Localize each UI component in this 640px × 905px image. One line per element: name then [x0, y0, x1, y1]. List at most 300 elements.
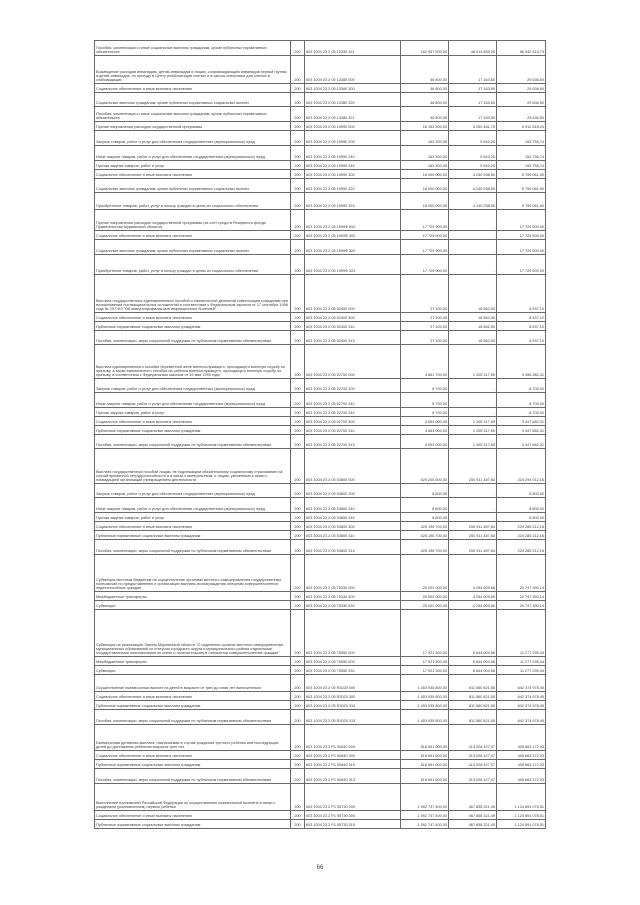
- row-name-cell: Социальное обеспечение и иные выплаты населению: [95, 313, 291, 322]
- row-planned-amount-cell: 25 002 000,00: [401, 601, 449, 610]
- row-name-cell: Выплата государственных единовременных пособий и ежемесячной денежной компенсации гражданам при возникновении поствакцинальных осложнений в соответствии с Федеральным законом от 17 сентября 1998 года № 157-ФЗ "Об иммунопрофилактике инфекционных болезней": [95, 275, 291, 313]
- row-name-cell: Закупка товаров, работ и услуг для обеспечения государственных (муниципальных) нужд: [95, 484, 291, 498]
- table-row: [95, 513, 546, 522]
- row-classification-code-cell: 603 1004 23 2 05 13330 321: [305, 41, 401, 56]
- row-planned-amount-cell: 17 729 900,00: [401, 240, 449, 255]
- row-classification-code-cell: 603 1004 23 2 05 52700 240: [305, 393, 401, 408]
- row-name-cell: Публичные нормативные социальные выплаты гражданам: [95, 701, 291, 710]
- row-classification-code-cell: 603 1004 23 2 05 19990 200: [305, 131, 401, 146]
- table-row: [95, 417, 546, 426]
- table-row: [95, 161, 546, 170]
- row-executed-amount-cell: -: [449, 231, 497, 240]
- row-executed-amount-cell: -: [449, 408, 497, 417]
- row-classification-code-cell: 603 1004 23 2 05 1999Ф 320: [305, 240, 401, 255]
- row-name-cell: Социальное обеспечение и иные выплаты населению: [95, 417, 291, 426]
- row-remaining-amount-cell: 29 636,50: [497, 56, 546, 84]
- row-remaining-amount-cell: 8 700,00: [497, 379, 546, 393]
- row-name-cell: Пособия, компенсации, меры социальной поддержки по публичным нормативным обязательствам: [95, 331, 291, 345]
- row-code-cell: 200: [291, 331, 305, 345]
- table-row: [95, 93, 546, 107]
- row-classification-code-cell: 603 1004 23 2 05 75550 000: [305, 610, 401, 657]
- row-code-cell: 200: [291, 540, 305, 555]
- row-classification-code-cell: 603 1004 23 2 05 19990 323: [305, 193, 401, 210]
- row-executed-amount-cell: 811 560 821,55: [449, 701, 497, 710]
- table-body: [95, 41, 546, 829]
- row-remaining-amount-cell: 224 294 012,16: [497, 449, 546, 484]
- row-name-cell: Возмещение расходов инвалидам, детям-инвалидам и лицам, сопровождающим инвалидов первой группы и детей-инвалидов, по проезду в Центр реабилитации слепых и в школы-интернаты для слепых и слабовидящих: [95, 56, 291, 84]
- row-name-cell: Иные закупки товаров, работ и услуг для обеспечения государственных (муниципальных) нужд: [95, 498, 291, 513]
- row-executed-amount-cell: 17 163,50: [449, 84, 497, 93]
- row-remaining-amount-cell: 642 374 978,45: [497, 675, 546, 692]
- row-classification-code-cell: 603 1004 23 2 05 19990 300: [305, 170, 401, 179]
- row-classification-code-cell: 603 1004 23 2 P1 50840 000: [305, 725, 401, 751]
- row-name-cell: Социальные выплаты гражданам, кроме публичных нормативных социальных выплат: [95, 93, 291, 107]
- row-code-cell: 200: [291, 122, 305, 131]
- row-code-cell: 200: [291, 426, 305, 435]
- row-planned-amount-cell: 425 196 700,00: [401, 531, 449, 540]
- row-planned-amount-cell: 17 729 900,00: [401, 255, 449, 275]
- row-name-cell: Пособия, компенсации, меры социальной поддержки по публичным нормативным обязательствам: [95, 435, 291, 449]
- row-planned-amount-cell: 162 957 500,00: [401, 41, 449, 56]
- row-planned-amount-cell: 425 196 700,00: [401, 522, 449, 531]
- table-row: [95, 449, 546, 484]
- row-classification-code-cell: 603 1004 23 2 05 52700 000: [305, 345, 401, 379]
- row-classification-code-cell: 603 1004 23 2 05 19990 000: [305, 122, 401, 131]
- row-classification-code-cell: 603 1004 23 2 05 53800 300: [305, 522, 401, 531]
- row-code-cell: 200: [291, 725, 305, 751]
- row-code-cell: 200: [291, 513, 305, 522]
- row-name-cell: Приобретение товаров, работ, услуг в пользу граждан в целях их социального обеспечения: [95, 255, 291, 275]
- row-planned-amount-cell: 18 163 300,00: [401, 122, 449, 131]
- row-name-cell: Социальное обеспечение и иные выплаты населению: [95, 231, 291, 240]
- row-executed-amount-cell: -: [449, 379, 497, 393]
- row-remaining-amount-cell: 642 374 978,45: [497, 701, 546, 710]
- row-name-cell: Выполнение полномочий Российской Федерации по осуществлению ежемесячной выплаты в связи с рождением (усыновлением) первого ребенка: [95, 784, 291, 811]
- table-row: [95, 331, 546, 345]
- row-planned-amount-cell: 425 205 500,00: [401, 449, 449, 484]
- row-classification-code-cell: 603 1004 23 2 05 52700 310: [305, 426, 401, 435]
- row-classification-code-cell: 603 1004 23 2 P1 50840 313: [305, 769, 401, 784]
- row-classification-code-cell: 603 1004 23 2 05 52700 200: [305, 379, 401, 393]
- row-executed-amount-cell: -: [449, 498, 497, 513]
- row-remaining-amount-cell: 20 747 390,14: [497, 555, 546, 592]
- row-classification-code-cell: 603 1004 23 2 05 52700 313: [305, 435, 401, 449]
- row-planned-amount-cell: 18 000 000,00: [401, 170, 449, 179]
- row-remaining-amount-cell: 224 285 212,16: [497, 531, 546, 540]
- row-classification-code-cell: 603 1004 23 2 05 R3020 300: [305, 692, 401, 701]
- row-planned-amount-cell: 17 921 300,00: [401, 657, 449, 666]
- row-code-cell: 200: [291, 345, 305, 379]
- row-remaining-amount-cell: 3 447 682,31: [497, 435, 546, 449]
- row-name-cell: Выплата единовременного пособия беременной жене военнослужащего, проходящего военную службу по призыву, а также ежемесячного пособия на ребенка военнослужащего, проходящего военную службу по призыву, в соответствии с Федеральным законом от 19 мая 1995 года: [95, 345, 291, 379]
- row-code-cell: 200: [291, 193, 305, 210]
- row-planned-amount-cell: 425 196 700,00: [401, 540, 449, 555]
- row-remaining-amount-cell: 20 747 390,14: [497, 592, 546, 601]
- row-executed-amount-cell: 811 560 821,55: [449, 692, 497, 701]
- row-planned-amount-cell: 8 800,00: [401, 484, 449, 498]
- row-planned-amount-cell: 8 800,00: [401, 498, 449, 513]
- row-name-cell: Социальное обеспечение и иные выплаты населению: [95, 811, 291, 820]
- row-code-cell: 200: [291, 531, 305, 540]
- row-remaining-amount-cell: 8 537,10: [497, 331, 546, 345]
- row-code-cell: 200: [291, 710, 305, 725]
- table-row: [95, 610, 546, 657]
- row-code-cell: 200: [291, 751, 305, 760]
- row-name-cell: Межбюджетные трансферты: [95, 657, 291, 666]
- row-name-cell: Прочая закупка товаров, работ и услуг: [95, 408, 291, 417]
- row-executed-amount-cell: -: [449, 255, 497, 275]
- row-code-cell: 200: [291, 84, 305, 93]
- row-planned-amount-cell: 46 800,00: [401, 56, 449, 84]
- row-executed-amount-cell: 811 560 821,55: [449, 710, 497, 725]
- row-executed-amount-cell: -: [449, 393, 497, 408]
- row-name-cell: Закупка товаров, работ и услуг для обеспечения государственных (муниципальных) нужд: [95, 131, 291, 146]
- row-remaining-amount-cell: 153 756,74: [497, 146, 546, 161]
- row-planned-amount-cell: 8 700,00: [401, 393, 449, 408]
- table-row: [95, 107, 546, 122]
- row-remaining-amount-cell: 8 700,00: [497, 408, 546, 417]
- row-planned-amount-cell: 4 653 000,00: [401, 417, 449, 426]
- row-name-cell: Социальное обеспечение и иные выплаты населению: [95, 751, 291, 760]
- table-row: [95, 540, 546, 555]
- row-remaining-amount-cell: 153 756,74: [497, 131, 546, 146]
- row-name-cell: Прочие направления расходов государственной программы (за счет средств Резервного фонда Правительства Мурманской области): [95, 210, 291, 231]
- row-code-cell: 200: [291, 417, 305, 426]
- row-executed-amount-cell: 9 543,26: [449, 146, 497, 161]
- table-row: [95, 769, 546, 784]
- row-classification-code-cell: 603 1004 23 2 05 52400 300: [305, 313, 401, 322]
- row-planned-amount-cell: 4 661 700,00: [401, 345, 449, 379]
- row-planned-amount-cell: 8 800,00: [401, 513, 449, 522]
- table-row: [95, 784, 546, 811]
- row-classification-code-cell: 603 1004 23 2 05 13380 300: [305, 84, 401, 93]
- row-planned-amount-cell: 46 800,00: [401, 93, 449, 107]
- row-executed-amount-cell: 811 560 821,55: [449, 675, 497, 692]
- row-remaining-amount-cell: 224 285 212,16: [497, 522, 546, 531]
- row-name-cell: Социальное обеспечение и иные выплаты населению: [95, 522, 291, 531]
- row-code-cell: 200: [291, 179, 305, 193]
- table-row: [95, 84, 546, 93]
- row-remaining-amount-cell: 224 285 212,16: [497, 540, 546, 555]
- row-remaining-amount-cell: 405 663 172,93: [497, 760, 546, 769]
- row-code-cell: 200: [291, 449, 305, 484]
- table-row: [95, 657, 546, 666]
- row-name-cell: Социальные выплаты гражданам, кроме публичных нормативных социальных выплат: [95, 179, 291, 193]
- row-planned-amount-cell: 818 691 600,00: [401, 769, 449, 784]
- row-executed-amount-cell: 48 014 855,26: [449, 41, 497, 56]
- row-classification-code-cell: 603 1004 23 2 P1 55730 000: [305, 784, 401, 811]
- row-executed-amount-cell: 200 911 487,64: [449, 449, 497, 484]
- row-name-cell: Прочая закупка товаров, работ и услуг: [95, 513, 291, 522]
- row-code-cell: 200: [291, 498, 305, 513]
- row-name-cell: Публичные нормативные социальные выплаты гражданам: [95, 820, 291, 829]
- row-classification-code-cell: 603 1004 23 2 05 19990 244: [305, 161, 401, 170]
- row-name-cell: Выплата государственных пособий лицам, не подлежащим обязательному социальному страхованию на случай временной нетрудоспособности и в связи с материнством, и лицам, уволенным в связи с ликвидацией организаций (прекращением деятельности: [95, 449, 291, 484]
- table-row: [95, 322, 546, 331]
- table-row: [95, 255, 546, 275]
- row-executed-amount-cell: 9 543,26: [449, 161, 497, 170]
- row-classification-code-cell: 603 1004 23 2 05 1999Ф 000: [305, 210, 401, 231]
- row-classification-code-cell: 603 1004 23 2 P1 50840 300: [305, 751, 401, 760]
- table-row: [95, 692, 546, 701]
- row-executed-amount-cell: 18 562,90: [449, 313, 497, 322]
- row-code-cell: 200: [291, 408, 305, 417]
- row-planned-amount-cell: 27 100,00: [401, 322, 449, 331]
- row-code-cell: 200: [291, 379, 305, 393]
- row-classification-code-cell: 603 1004 23 2 05 53800 313: [305, 540, 401, 555]
- row-code-cell: 200: [291, 41, 305, 56]
- row-executed-amount-cell: 6 644 004,56: [449, 657, 497, 666]
- row-planned-amount-cell: 1 592 747 400,00: [401, 820, 449, 829]
- row-planned-amount-cell: 8 700,00: [401, 408, 449, 417]
- row-planned-amount-cell: 25 002 000,00: [401, 555, 449, 592]
- row-classification-code-cell: 603 1004 23 2 05 75550 500: [305, 657, 401, 666]
- row-code-cell: 200: [291, 131, 305, 146]
- row-executed-amount-cell: -: [449, 484, 497, 498]
- row-code-cell: 200: [291, 170, 305, 179]
- row-code-cell: 200: [291, 393, 305, 408]
- table-row: [95, 820, 546, 829]
- row-name-cell: Прочие направления расходов государственной программы: [95, 122, 291, 131]
- row-planned-amount-cell: 4 653 000,00: [401, 435, 449, 449]
- row-code-cell: 200: [291, 601, 305, 610]
- row-remaining-amount-cell: 642 374 978,45: [497, 692, 546, 701]
- row-classification-code-cell: 603 1004 23 2 05 13380 321: [305, 107, 401, 122]
- row-name-cell: Публичные нормативные социальные выплаты гражданам: [95, 426, 291, 435]
- row-planned-amount-cell: 17 921 300,00: [401, 666, 449, 675]
- row-remaining-amount-cell: 5 759 061,50: [497, 193, 546, 210]
- row-remaining-amount-cell: 1 124 891 078,51: [497, 784, 546, 811]
- table-row: [95, 131, 546, 146]
- row-code-cell: 200: [291, 161, 305, 170]
- row-planned-amount-cell: 818 691 600,00: [401, 725, 449, 751]
- row-remaining-amount-cell: 1 124 891 078,51: [497, 820, 546, 829]
- row-code-cell: 200: [291, 555, 305, 592]
- table-row: [95, 811, 546, 820]
- row-classification-code-cell: 603 1004 23 2 05 19990 240: [305, 146, 401, 161]
- row-code-cell: 200: [291, 522, 305, 531]
- table-row: [95, 426, 546, 435]
- row-code-cell: 200: [291, 107, 305, 122]
- row-planned-amount-cell: 1 592 747 400,00: [401, 784, 449, 811]
- row-remaining-amount-cell: 17 729 900,00: [497, 240, 546, 255]
- table-row: [95, 555, 546, 592]
- row-name-cell: Субвенция местным бюджетам на осуществление органами местного самоуправления государственных полномочий по предоставлению и организации выплаты вознаграждения опекунам совершеннолетних недееспособных граждан: [95, 555, 291, 592]
- row-executed-amount-cell: 4 240 938,50: [449, 193, 497, 210]
- row-code-cell: 200: [291, 255, 305, 275]
- row-classification-code-cell: 603 1004 23 2 05 52400 313: [305, 331, 401, 345]
- row-remaining-amount-cell: 8 800,00: [497, 498, 546, 513]
- row-executed-amount-cell: 4 240 938,50: [449, 170, 497, 179]
- row-executed-amount-cell: 1 205 317,69: [449, 435, 497, 449]
- row-executed-amount-cell: 18 562,90: [449, 331, 497, 345]
- row-remaining-amount-cell: 405 663 172,93: [497, 751, 546, 760]
- row-code-cell: 200: [291, 820, 305, 829]
- row-planned-amount-cell: 27 100,00: [401, 313, 449, 322]
- row-name-cell: Социальное обеспечение и иные выплаты населению: [95, 170, 291, 179]
- row-remaining-amount-cell: 8 700,00: [497, 393, 546, 408]
- table-row: [95, 56, 546, 84]
- row-planned-amount-cell: 4 653 000,00: [401, 426, 449, 435]
- row-name-cell: Пособия, компенсации и иные социальные выплаты гражданам, кроме публичных нормативных обязательств: [95, 107, 291, 122]
- row-classification-code-cell: 603 1004 23 2 P1 55730 310: [305, 820, 401, 829]
- row-executed-amount-cell: 6 644 004,56: [449, 610, 497, 657]
- row-executed-amount-cell: 467 858 321,49: [449, 811, 497, 820]
- row-executed-amount-cell: 413 028 427,07: [449, 760, 497, 769]
- table-row: [95, 122, 546, 131]
- row-executed-amount-cell: 413 028 427,07: [449, 751, 497, 760]
- row-classification-code-cell: 603 1004 23 2 05 75330 500: [305, 592, 401, 601]
- row-remaining-amount-cell: 17 729 900,00: [497, 210, 546, 231]
- row-planned-amount-cell: 163 300,00: [401, 131, 449, 146]
- row-name-cell: Пособия, компенсации, меры социальной поддержки по публичным нормативным обязательствам: [95, 769, 291, 784]
- row-remaining-amount-cell: 8 800,00: [497, 513, 546, 522]
- table-row: [95, 701, 546, 710]
- table-row: [95, 498, 546, 513]
- table-row: [95, 751, 546, 760]
- row-executed-amount-cell: 6 644 004,56: [449, 666, 497, 675]
- table-row: [95, 345, 546, 379]
- row-code-cell: 200: [291, 784, 305, 811]
- row-name-cell: Иные закупки товаров, работ и услуг для обеспечения государственных (муниципальных) нужд: [95, 393, 291, 408]
- row-code-cell: 200: [291, 313, 305, 322]
- row-remaining-amount-cell: 8 537,10: [497, 322, 546, 331]
- row-executed-amount-cell: 9 543,26: [449, 131, 497, 146]
- table-row: [95, 379, 546, 393]
- row-planned-amount-cell: 46 800,00: [401, 84, 449, 93]
- row-classification-code-cell: 603 1004 23 2 05 R3020 000: [305, 675, 401, 692]
- row-name-cell: Социальное обеспечение и иные выплаты населению: [95, 84, 291, 93]
- row-remaining-amount-cell: 17 729 900,00: [497, 255, 546, 275]
- row-planned-amount-cell: 17 729 900,00: [401, 231, 449, 240]
- row-name-cell: Субвенции: [95, 666, 291, 675]
- row-name-cell: Социальное обеспечение и иные выплаты населению: [95, 692, 291, 701]
- row-planned-amount-cell: 1 453 935 800,00: [401, 692, 449, 701]
- table-row: [95, 146, 546, 161]
- row-planned-amount-cell: 1 453 935 800,00: [401, 710, 449, 725]
- row-name-cell: Приобретение товаров, работ, услуг в пользу граждан в целях их социального обеспечения: [95, 193, 291, 210]
- row-classification-code-cell: 603 1004 23 2 05 52700 300: [305, 417, 401, 426]
- row-name-cell: Субвенция на реализацию Закона Мурманской области "О наделении органов местного самоуправления муниципальных образований со статусом городского округа и муниципального района отдельными государственными полномочиями по опеке и попечительству в отношении совершеннолетних граждан": [95, 610, 291, 657]
- row-remaining-amount-cell: 5 759 061,50: [497, 170, 546, 179]
- row-executed-amount-cell: -: [449, 240, 497, 255]
- row-planned-amount-cell: 1 453 935 800,00: [401, 701, 449, 710]
- row-code-cell: 200: [291, 435, 305, 449]
- row-name-cell: Осуществление ежемесячных выплат на детей в возрасте от трех до семи лет включительно: [95, 675, 291, 692]
- row-classification-code-cell: 603 1004 23 2 05 53800 240: [305, 498, 401, 513]
- table-row: [95, 179, 546, 193]
- row-code-cell: 200: [291, 657, 305, 666]
- table-row: [95, 601, 546, 610]
- row-code-cell: 200: [291, 692, 305, 701]
- table-row: [95, 760, 546, 769]
- row-planned-amount-cell: 25 002 000,00: [401, 592, 449, 601]
- table-row: [95, 484, 546, 498]
- row-name-cell: Публичные нормативные социальные выплаты гражданам: [95, 322, 291, 331]
- row-classification-code-cell: 603 1004 23 2 05 52400 310: [305, 322, 401, 331]
- table-row: [95, 710, 546, 725]
- row-code-cell: 200: [291, 322, 305, 331]
- row-planned-amount-cell: 163 300,00: [401, 146, 449, 161]
- row-remaining-amount-cell: 29 636,50: [497, 84, 546, 93]
- row-executed-amount-cell: -: [449, 210, 497, 231]
- row-remaining-amount-cell: 3 447 682,31: [497, 426, 546, 435]
- row-classification-code-cell: 603 1004 23 2 05 53800 310: [305, 531, 401, 540]
- row-planned-amount-cell: 818 691 600,00: [401, 760, 449, 769]
- table-row: [95, 393, 546, 408]
- row-remaining-amount-cell: 405 663 172,93: [497, 725, 546, 751]
- row-name-cell: Ежемесячная денежная выплата, назначаемая в случае рождения третьего ребенка или последующих детей до достижения ребенком возраста трех лет: [95, 725, 291, 751]
- budget-execution-table: [94, 40, 546, 829]
- row-planned-amount-cell: 17 729 900,00: [401, 210, 449, 231]
- table-row: [95, 522, 546, 531]
- table-row: [95, 725, 546, 751]
- row-classification-code-cell: 603 1004 23 2 05 19990 320: [305, 179, 401, 193]
- row-executed-amount-cell: 4 250 481,76: [449, 122, 497, 131]
- row-planned-amount-cell: 18 000 000,00: [401, 179, 449, 193]
- row-name-cell: Закупка товаров, работ и услуг для обеспечения государственных (муниципальных) нужд: [95, 379, 291, 393]
- row-code-cell: 200: [291, 231, 305, 240]
- row-executed-amount-cell: 17 163,50: [449, 93, 497, 107]
- table-row: [95, 408, 546, 417]
- row-executed-amount-cell: 4 254 609,66: [449, 555, 497, 592]
- row-executed-amount-cell: 200 911 487,64: [449, 522, 497, 531]
- row-classification-code-cell: 603 1004 23 2 05 1999Ф 323: [305, 255, 401, 275]
- page-number: 66: [316, 865, 324, 871]
- row-executed-amount-cell: 200 911 487,64: [449, 531, 497, 540]
- row-remaining-amount-cell: 11 277 295,44: [497, 657, 546, 666]
- row-planned-amount-cell: 1 592 747 400,00: [401, 811, 449, 820]
- row-remaining-amount-cell: 405 663 172,93: [497, 769, 546, 784]
- row-planned-amount-cell: 17 921 300,00: [401, 610, 449, 657]
- row-classification-code-cell: 603 1004 23 2 05 13380 320: [305, 93, 401, 107]
- row-code-cell: 200: [291, 210, 305, 231]
- table-row: [95, 435, 546, 449]
- row-classification-code-cell: 603 1004 23 2 05 52400 000: [305, 275, 401, 313]
- row-planned-amount-cell: 163 300,00: [401, 161, 449, 170]
- row-remaining-amount-cell: 8 800,00: [497, 484, 546, 498]
- row-code-cell: 200: [291, 146, 305, 161]
- row-name-cell: Пособия, компенсации и иные социальные выплаты гражданам, кроме публичных нормативных обязательств: [95, 41, 291, 56]
- row-code-cell: 200: [291, 610, 305, 657]
- row-remaining-amount-cell: 5 759 061,50: [497, 179, 546, 193]
- row-code-cell: 200: [291, 275, 305, 313]
- row-code-cell: 200: [291, 93, 305, 107]
- row-executed-amount-cell: 1 205 317,69: [449, 417, 497, 426]
- row-classification-code-cell: 603 1004 23 2 P1 55730 300: [305, 811, 401, 820]
- row-executed-amount-cell: 17 163,50: [449, 56, 497, 84]
- row-classification-code-cell: 603 1004 23 2 P1 50840 310: [305, 760, 401, 769]
- row-remaining-amount-cell: 11 277 295,44: [497, 610, 546, 657]
- row-classification-code-cell: 603 1004 23 2 05 R3020 313: [305, 710, 401, 725]
- row-remaining-amount-cell: 8 537,10: [497, 313, 546, 322]
- row-name-cell: Пособия, компенсации, меры социальной поддержки по публичным нормативным обязательствам: [95, 710, 291, 725]
- row-remaining-amount-cell: 20 747 390,14: [497, 601, 546, 610]
- row-remaining-amount-cell: 11 277 295,44: [497, 666, 546, 675]
- row-remaining-amount-cell: 56 942 514,74: [497, 41, 546, 56]
- row-remaining-amount-cell: 29 636,50: [497, 93, 546, 107]
- row-executed-amount-cell: 467 858 321,49: [449, 820, 497, 829]
- row-code-cell: 200: [291, 769, 305, 784]
- row-classification-code-cell: 603 1004 23 2 05 53800 000: [305, 449, 401, 484]
- row-executed-amount-cell: 18 562,90: [449, 275, 497, 313]
- table-row: [95, 275, 546, 313]
- table-row: [95, 675, 546, 692]
- row-remaining-amount-cell: 1 124 891 078,51: [497, 811, 546, 820]
- row-remaining-amount-cell: 29 636,50: [497, 107, 546, 122]
- row-remaining-amount-cell: 5 912 818,24: [497, 122, 546, 131]
- table-row: [95, 240, 546, 255]
